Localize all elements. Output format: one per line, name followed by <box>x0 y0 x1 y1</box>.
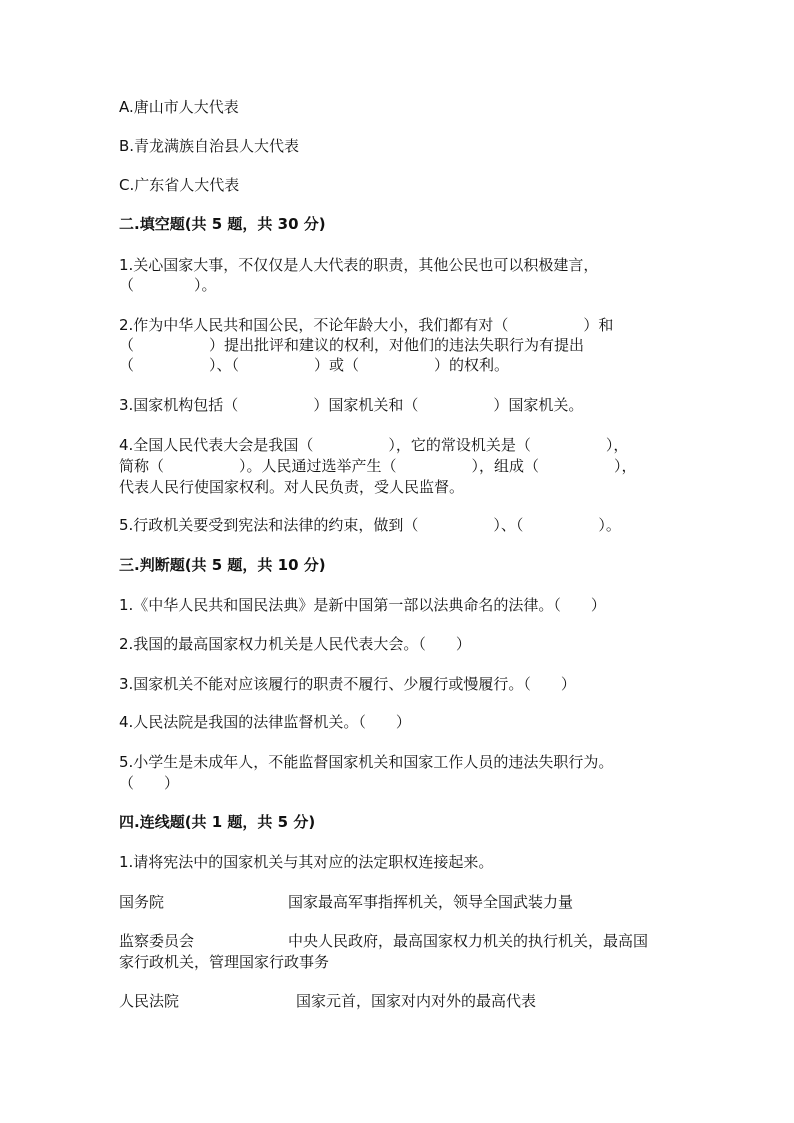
fill-blank-q3: 3.国家机构包括（ ）国家机关和（ ）国家机关。 <box>119 396 584 414</box>
section-heading-matching: 四.连线题(共 1 题，共 5 分) <box>119 813 316 831</box>
fill-blank-q5: 5.行政机关要受到宪法和法律的约束，做到（ ）、（ ）。 <box>119 516 621 534</box>
matching-right-1: 国家最高军事指挥机关，领导全国武装力量 <box>288 893 574 911</box>
option-c: C.广东省人大代表 <box>119 176 240 194</box>
matching-left-2: 监察委员会 <box>119 932 195 950</box>
fill-blank-q4-line1: 4.全国人民代表大会是我国（ ），它的常设机关是（ ）， <box>119 436 629 454</box>
true-false-q5-line1: 5.小学生是未成年人，不能监督国家机关和国家工作人员的违法失职行为。 <box>119 753 614 771</box>
fill-blank-q4-line3: 代表人民行使国家权利。对人民负责，受人民监督。 <box>119 478 465 496</box>
fill-blank-q1-line1: 1.关心国家大事，不仅仅是人大代表的职责，其他公民也可以积极建言， <box>119 256 599 274</box>
section-heading-fill-blank: 二.填空题(共 5 题，共 30 分) <box>119 215 326 233</box>
true-false-q5-line2: （ ） <box>119 774 180 792</box>
matching-right-2-line2: 家行政机关，管理国家行政事务 <box>119 953 330 971</box>
true-false-q2: 2.我国的最高国家权力机关是人民代表大会。（ ） <box>119 635 471 653</box>
fill-blank-q2-line1: 2.作为中华人民共和国公民，不论年龄大小，我们都有对（ ）和 <box>119 316 614 334</box>
option-b: B.青龙满族自治县人大代表 <box>119 137 300 155</box>
matching-q1: 1.请将宪法中的国家机关与其对应的法定职权连接起来。 <box>119 853 494 871</box>
option-a: A.唐山市人大代表 <box>119 98 239 116</box>
section-heading-true-false: 三.判断题(共 5 题，共 10 分) <box>119 556 326 574</box>
true-false-q1: 1.《中华人民共和国民法典》是新中国第一部以法典命名的法律。（ ） <box>119 596 606 614</box>
matching-right-2-line1: 中央人民政府，最高国家权力机关的执行机关，最高国 <box>288 932 649 950</box>
fill-blank-q4-line2: 简称（ ）。人民通过选举产生（ ），组成（ ）， <box>119 457 637 475</box>
true-false-q4: 4.人民法院是我国的法律监督机关。（ ） <box>119 713 411 731</box>
fill-blank-q1-line2: （ ）。 <box>119 276 217 294</box>
fill-blank-q2-line2: （ ）提出批评和建议的权利，对他们的违法失职行为有提出 <box>119 336 585 354</box>
matching-left-3: 人民法院 <box>119 992 180 1010</box>
true-false-q3: 3.国家机关不能对应该履行的职责不履行、少履行或慢履行。（ ） <box>119 675 576 693</box>
matching-left-1: 国务院 <box>119 893 165 911</box>
matching-right-3: 国家元首，国家对内对外的最高代表 <box>296 992 537 1010</box>
fill-blank-q2-line3: （ ）、（ ）或（ ）的权利。 <box>119 356 510 374</box>
